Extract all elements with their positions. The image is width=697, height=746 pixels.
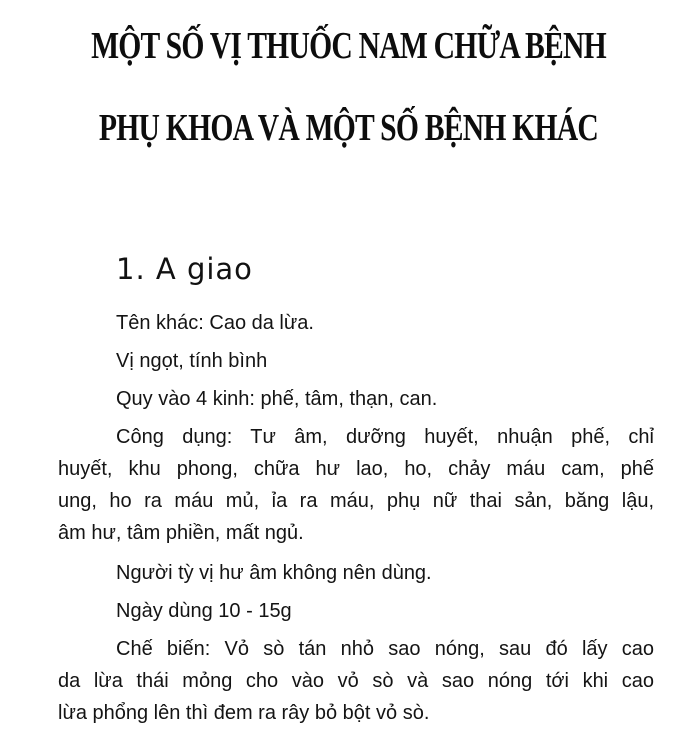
meridians-line: Quy vào 4 kinh: phế, tâm, thạn, can. bbox=[116, 388, 438, 410]
uses-line-3: ung, ho ra máu mủ, ỉa ra máu, phụ nữ thai sản, băng lậu, bbox=[58, 490, 654, 512]
taste-line: Vị ngọt, tính bình bbox=[116, 350, 268, 372]
uses-line-2: huyết, khu phong, chữa hư lao, ho, chảy máu cam, phế bbox=[58, 458, 654, 480]
preparation-line-2: da lừa thái mỏng cho vào vỏ sò và sao nóng tới khi cao bbox=[58, 670, 654, 692]
uses-line-4: âm hư, tâm phiền, mất ngủ. bbox=[58, 522, 304, 544]
page-title-line-1: MỘT SỐ VỊ THUỐC NAM CHỮA BỆNH bbox=[91, 25, 606, 67]
preparation-line-3: lừa phổng lên thì đem ra rây bỏ bột vỏ sò. bbox=[58, 702, 430, 724]
dosage-line: Ngày dùng 10 - 15g bbox=[116, 600, 292, 622]
entry-heading: 1. A giao bbox=[116, 252, 253, 286]
page-title-line-2: PHỤ KHOA VÀ MỘT SỐ BỆNH KHÁC bbox=[98, 107, 599, 149]
uses-line-1: Công dụng: Tư âm, dưỡng huyết, nhuận phế, chỉ bbox=[116, 426, 654, 448]
contraindication-line: Người tỳ vị hư âm không nên dùng. bbox=[116, 562, 432, 584]
other-name-line: Tên khác: Cao da lừa. bbox=[116, 312, 314, 334]
preparation-line-1: Chế biến: Vỏ sò tán nhỏ sao nóng, sau đó lấy cao bbox=[116, 638, 654, 660]
